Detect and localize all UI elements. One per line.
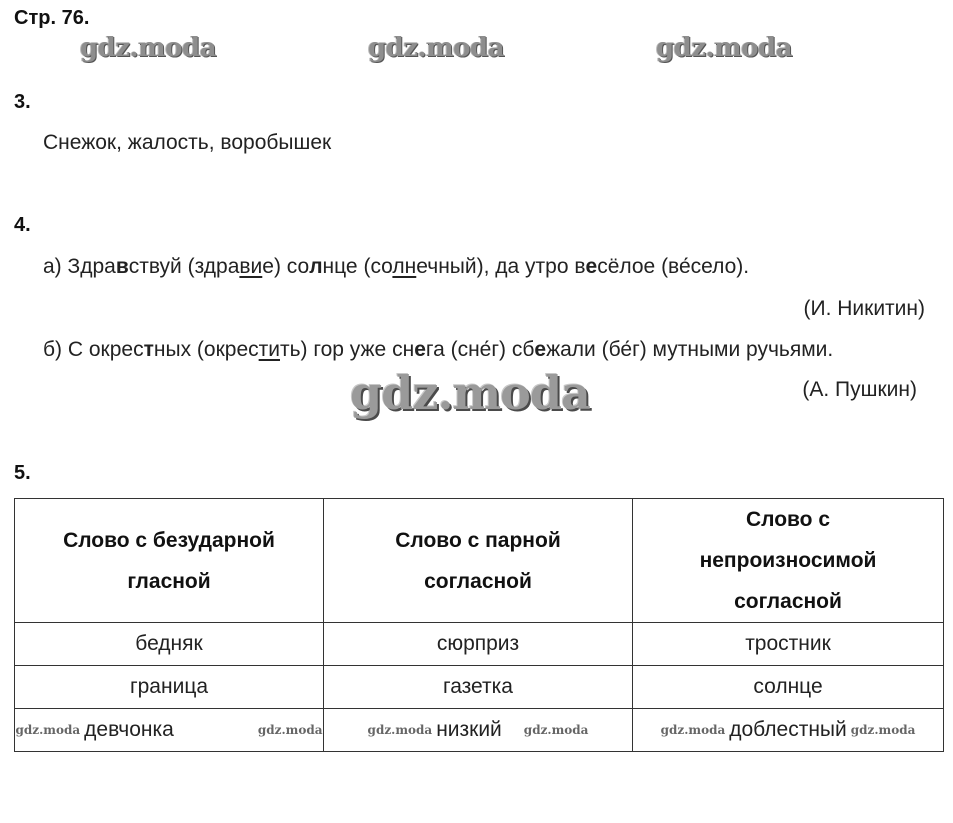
- text-fragment: га (сне́г) сб: [425, 338, 535, 361]
- watermark-logo: gdz.moda: [80, 33, 217, 63]
- underlined-letters: лн: [392, 255, 417, 278]
- table-cell: газетка: [324, 666, 633, 709]
- highlighted-letter: л: [309, 255, 323, 278]
- watermark-logo: gdz.moda: [850, 723, 916, 737]
- cell-word: низкий: [436, 718, 502, 741]
- watermark-logo: gdz.moda: [257, 723, 323, 737]
- watermark-logo: gdz.moda: [660, 723, 726, 737]
- watermark-logo: gdz.moda: [368, 33, 505, 63]
- header-line: гласной: [127, 569, 211, 593]
- table-header-row: [15, 499, 944, 623]
- header-line: Слово с безударной: [63, 528, 275, 552]
- highlighted-letter: е: [534, 338, 547, 361]
- table-row: [15, 709, 944, 752]
- task-4a-author: (И. Никитин): [803, 297, 925, 320]
- table-cell: [15, 709, 324, 752]
- watermark-logo: gdz.moda: [350, 366, 590, 420]
- table-cell: бедняк: [15, 623, 324, 666]
- task-4b-sentence: [43, 338, 833, 362]
- watermark-logo: gdz.moda: [15, 723, 81, 737]
- answer-table: [14, 498, 944, 752]
- highlighted-letter: е: [414, 338, 426, 361]
- text-fragment: ных (окрес: [153, 338, 259, 361]
- highlighted-letter: т: [143, 338, 154, 361]
- task-3-number: 3.: [14, 91, 31, 113]
- table-cell: солнце: [633, 666, 944, 709]
- task-3-answer: Снежок, жалость, воробышек: [43, 131, 332, 154]
- text-fragment: а) Здра: [43, 255, 116, 278]
- table-cell: [633, 709, 944, 752]
- text-fragment: ечный), да утро в: [416, 255, 586, 278]
- cell-word: доблестный: [729, 718, 847, 741]
- table-cell: граница: [15, 666, 324, 709]
- header-line: Слово с: [745, 508, 831, 531]
- table-cell: [324, 709, 633, 752]
- text-fragment: ть) гор уже сн: [280, 338, 415, 361]
- column-header: [324, 499, 633, 623]
- underlined-letters: ти: [258, 338, 280, 361]
- header-line: согласной: [734, 590, 842, 613]
- table-cell: тростник: [633, 623, 944, 666]
- table-cell: сюрприз: [324, 623, 633, 666]
- task-4-number: 4.: [14, 214, 31, 236]
- watermark-logo: gdz.moda: [367, 723, 433, 737]
- header-line: непроизносимой: [699, 549, 877, 572]
- task-4a-sentence: [43, 255, 749, 279]
- text-fragment: нце (со: [322, 255, 393, 278]
- text-fragment: б) С окрес: [43, 338, 144, 361]
- column-header: [15, 499, 324, 623]
- underlined-letters: ви: [239, 255, 263, 278]
- task-5-number: 5.: [14, 462, 31, 484]
- table-row: [15, 666, 944, 709]
- highlighted-letter: в: [115, 255, 129, 278]
- task-4b-author: (А. Пушкин): [802, 378, 917, 401]
- column-header: [633, 499, 944, 623]
- watermark-logo: gdz.moda: [523, 723, 589, 737]
- text-fragment: жали (бе́г) мутными ручьями.: [546, 338, 834, 361]
- text-fragment: сёлое (ве́село).: [597, 255, 750, 278]
- text-fragment: ствуй (здра: [128, 255, 240, 278]
- cell-word: девчонка: [84, 718, 174, 741]
- highlighted-letter: е: [585, 255, 598, 278]
- header-line: согласной: [424, 569, 532, 593]
- page-label: Стр. 76.: [14, 7, 90, 29]
- text-fragment: е) со: [262, 255, 310, 278]
- watermark-logo: gdz.moda: [656, 33, 793, 63]
- table-row: [15, 623, 944, 666]
- header-line: Слово с парной: [395, 528, 561, 552]
